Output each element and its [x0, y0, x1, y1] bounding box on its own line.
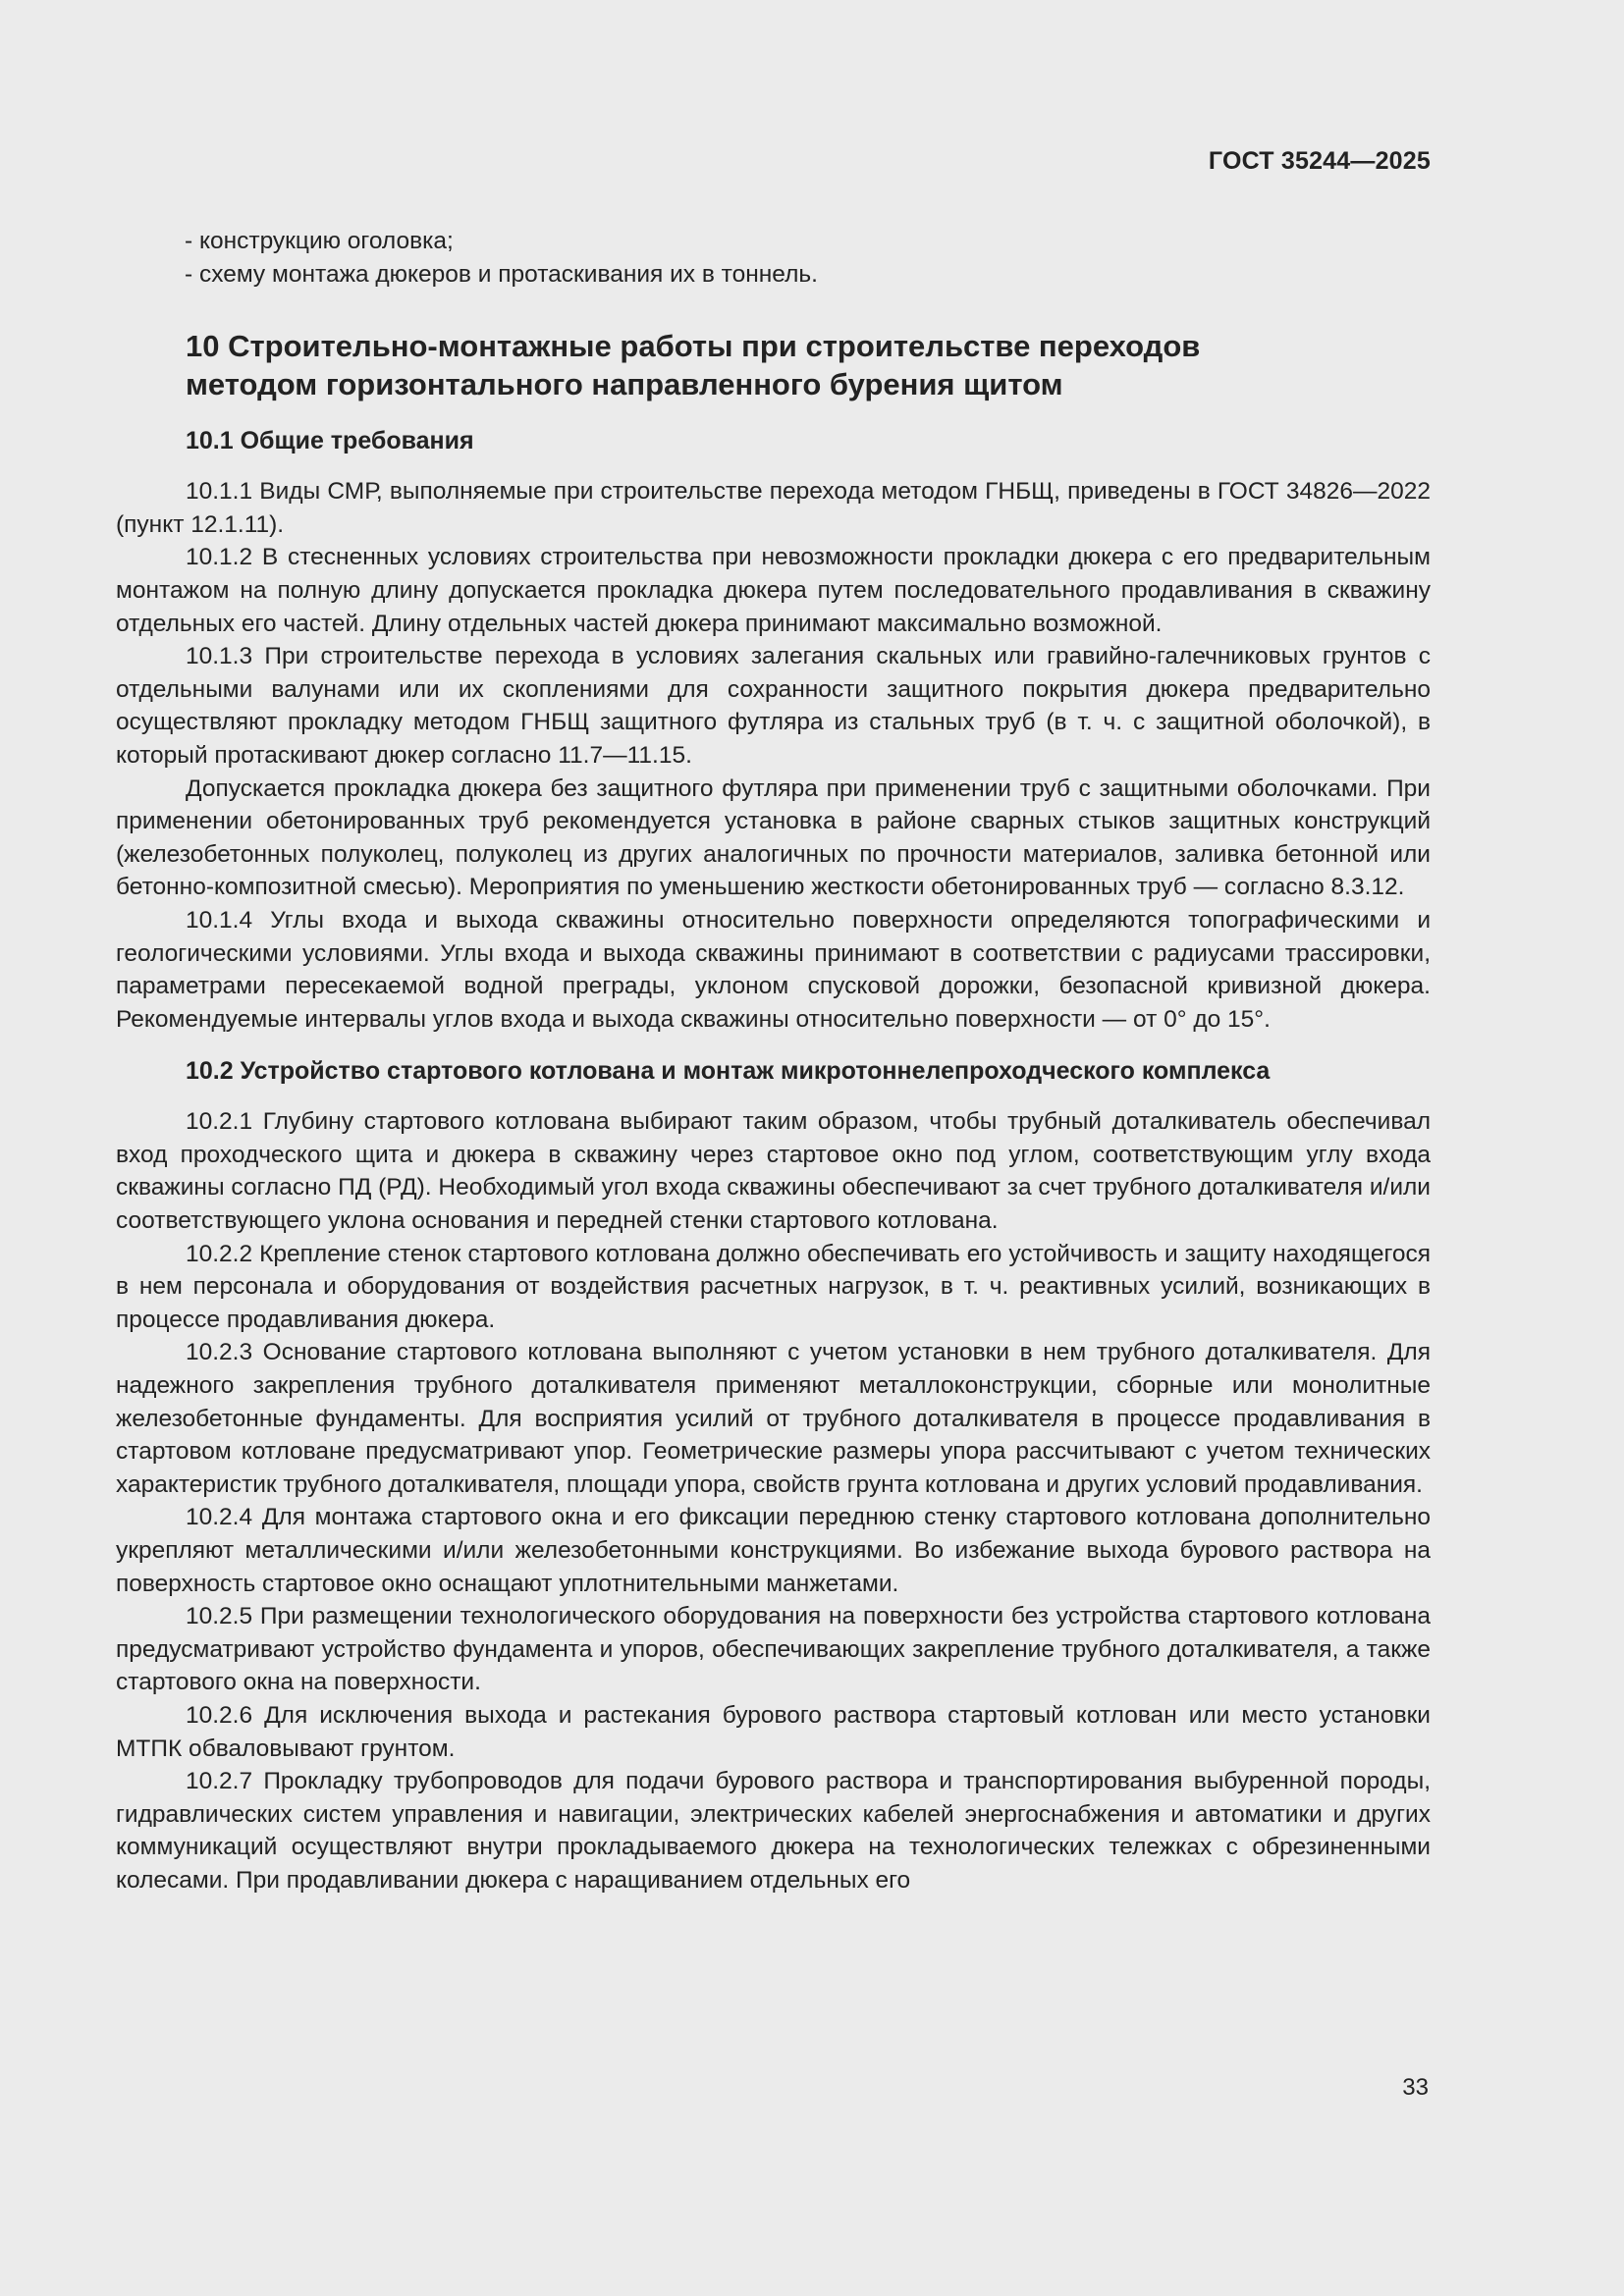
paragraph-10-2-7: 10.2.7 Прокладку трубопроводов для подачи бурового раствора и транспортирования выбуренной породы, гидравлических систем управления и навигации, электрических кабелей энергоснабжения и автоматики и других коммуникаций осуществляют внутри прокладываемого дюкера на технологических тележках с обрезиненными колесами. При продавливании дюкера с наращиванием отдельных его: [116, 1768, 1431, 1894]
document-id-header: ГОСТ 35244—2025: [1208, 147, 1431, 175]
paragraph-10-2-6: 10.2.6 Для исключения выхода и растекания бурового раствора стартовый котлован или место установки МТПК обваловывают грунтом.: [116, 1701, 1431, 1762]
paragraph-10-1-4: 10.1.4 Углы входа и выхода скважины относительно поверхности определяются топографическими и геологическими условиями. Углы входа и выхода скважины принимают в соответствии с радиусами трассировки, параметрами пересекаемой водной преграды, уклоном спусковой дорожки, безопасной кривизной дюкера. Рекомендуемые интервалы углов входа и выхода скважины относительно поверхности — от 0° до 15°.: [116, 906, 1431, 1033]
paragraph-10-1-3-continued: Допускается прокладка дюкера без защитного футляра при применении труб с защитными оболочками. При применении обетонированных труб рекомендуется установка в районе сварных стыков защитных конструкций (железобетонных полуколец, полуколец из других аналогичных по прочности материалов, заливка бетонной или бетонно-композитной смесью). Мероприятия по уменьшению жесткости обетонированных труб — согласно 8.3.12.: [116, 774, 1431, 901]
paragraph-10-2-4: 10.2.4 Для монтажа стартового окна и его фиксации переднюю стенку стартового котлована дополнительно укрепляют металлическими и/или железобетонными конструкциями. Во избежание выхода бурового раствора на поверхность стартовое окно оснащают уплотнительными манжетами.: [116, 1504, 1431, 1597]
page-number: 33: [1402, 2074, 1429, 2101]
section-10-heading: [116, 327, 1431, 403]
paragraph-10-2-1: 10.2.1 Глубину стартового котлована выбирают таким образом, чтобы трубный доталкиватель обеспечивал вход проходческого щита и дюкера в скважину через стартовое окно под углом, соответствующим углу входа скважины согласно ПД (РД). Необходимый угол входа скважины обеспечивают за счет трубного доталкивателя и/или соответствующего уклона основания и передней стенки стартового котлована.: [116, 1108, 1431, 1235]
paragraph-10-2-5: 10.2.5 При размещении технологического оборудования на поверхности без устройства стартового котлована предусматривают устройство фундамента и упоров, обеспечивающих закрепление трубного доталкивателя, а также стартового окна на поверхности.: [116, 1603, 1431, 1696]
bullet-item: - схему монтажа дюкеров и протаскивания их в тоннель.: [185, 260, 818, 288]
paragraph-10-2-2: 10.2.2 Крепление стенок стартового котлована должно обеспечивать его устойчивость и защиту находящегося в нем персонала и оборудования от воздействия расчетных нагрузок, в т. ч. реактивных усилий, возникающих в процессе продавливания дюкера.: [116, 1240, 1431, 1333]
paragraph-10-1-1: 10.1.1 Виды СМР, выполняемые при строительстве перехода методом ГНБЩ, приведены в ГОСТ 34826—2022 (пункт 12.1.11).: [116, 478, 1431, 538]
subsection-10-1-heading: 10.1 Общие требования: [186, 427, 474, 455]
subsection-10-2-heading: 10.2 Устройство стартового котлована и монтаж микротоннелепроходческого комплекса: [186, 1057, 1271, 1086]
section-10-heading-line1: 10 Строительно-монтажные работы при строительстве переходов: [186, 329, 1201, 364]
document-body: [116, 225, 1431, 1897]
bullet-item: - конструкцию оголовка;: [185, 228, 454, 254]
section-10-heading-line2: методом горизонтального направленного бурения щитом: [186, 367, 1063, 402]
paragraph-10-1-2: 10.1.2 В стесненных условиях строительства при невозможности прокладки дюкера с его предварительным монтажом на полную длину допускается прокладка дюкера путем последовательного продавливания в скважину отдельных его частей. Длину отдельных частей дюкера принимают максимально возможной.: [116, 544, 1431, 637]
paragraph-10-2-3: 10.2.3 Основание стартового котлована выполняют с учетом установки в нем трубного доталкивателя. Для надежного закрепления трубного доталкивателя применяют металлоконструкции, сборные или монолитные железобетонные фундаменты. Для восприятия усилий от трубного доталкивателя в процессе продавливания в стартовом котловане предусматривают упор. Геометрические размеры упора рассчитывают с учетом технических характеристик трубного доталкивателя, площади упора, свойств грунта котлована и других условий продавливания.: [116, 1339, 1431, 1498]
paragraph-10-1-3: 10.1.3 При строительстве перехода в условиях залегания скальных или гравийно-галечниковых грунтов с отдельными валунами или их скоплениями для сохранности защитного покрытия дюкера предварительно осуществляют прокладку методом ГНБЩ защитного футляра из стальных труб (в т. ч. с защитной оболочкой), в который протаскивают дюкер согласно 11.7—11.15.: [116, 643, 1431, 769]
